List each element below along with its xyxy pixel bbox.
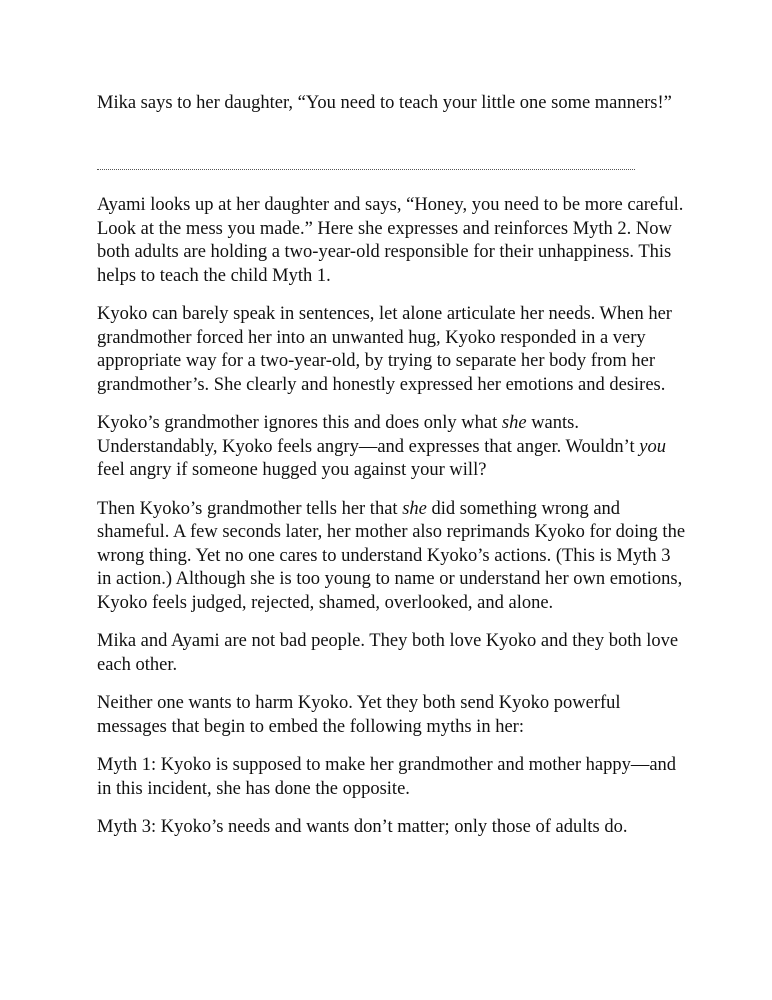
paragraph-mika-says: Mika says to her daughter, “You need to teach your little one some manners!” bbox=[97, 93, 672, 113]
paragraph-myth-3: Myth 3: Kyoko’s needs and wants don’t matter; only those of adults do. bbox=[97, 817, 628, 837]
paragraph-not-bad-people: Mika and Ayami are not bad people. They both love Kyoko and they both love each other. bbox=[97, 631, 679, 675]
paragraph-neither-wants-harm: Neither one wants to harm Kyoko. Yet they both send Kyoko powerful messages that begin to embed the following myths in her: bbox=[97, 693, 621, 737]
emphasis-she: she bbox=[501, 413, 527, 433]
emphasis-you: you bbox=[639, 436, 666, 457]
body-text bbox=[97, 194, 687, 855]
emphasis-she: she bbox=[402, 498, 427, 519]
paragraph-kyoko-can-barely-speak: Kyoko can barely speak in sentences, let alone articulate her needs. When her grandmother forced her into an unwanted hug, Kyoko responded in a very appropriate way for a two-year-old, by trying to separate her body from her grandmother’s. She clearly and honestly expressed her emotions and desires. bbox=[97, 304, 672, 395]
text-run: wants. Understandably, Kyoko feels angry—and expresses that anger. Wouldn’t bbox=[97, 413, 640, 457]
text-run: feel angry if someone hugged you against your will? bbox=[97, 460, 487, 480]
paragraph-myth-1: Myth 1: Kyoko is supposed to make her grandmother and mother happy—and in this incident, she has done the opposite. bbox=[97, 755, 677, 799]
text-run: Then Kyoko’s grandmother tells her that bbox=[97, 498, 403, 519]
text-run: did something wrong and shameful. A few seconds later, her mother also reprimands Kyoko for doing the wrong thing. Yet no one cares to understand Kyoko’s actions. (This is Myth 3 in action.) Although she is too young to name or understand her own emotions, Kyoko feels judged, rejected, shamed, overlooked, and alone. bbox=[97, 498, 686, 613]
text-run: Kyoko’s grandmother ignores this and does only what bbox=[97, 413, 502, 433]
paragraph-grandmother-ignores bbox=[97, 412, 687, 483]
paragraph-ayami-looks-up: Ayami looks up at her daughter and says, “Honey, you need to be more careful. Look at the mess you made.” Here she expresses and reinforces Myth 2. Now both adults are holding a two-year-old responsible for their unhappiness. This helps to teach the child Myth 1. bbox=[97, 195, 684, 286]
section-divider bbox=[97, 169, 635, 170]
paragraph-then-grandmother-tells bbox=[97, 498, 687, 616]
